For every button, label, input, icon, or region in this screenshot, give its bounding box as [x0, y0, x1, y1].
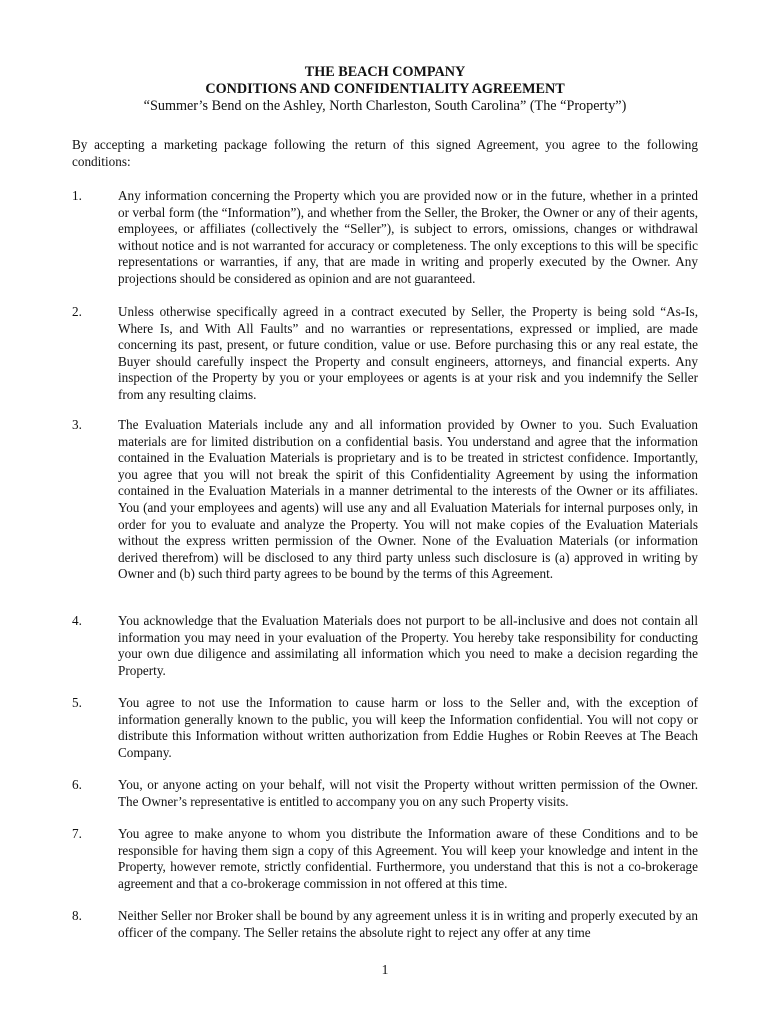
condition-number: 5. [72, 695, 82, 710]
condition-number: 3. [72, 417, 82, 432]
property-subtitle: “Summer’s Bend on the Ashley, North Charleston, South Carolina” (The “Property”) [143, 98, 627, 114]
condition-text: You acknowledge that the Evaluation Materials does not purport to be all-inclusive and does not contain all information you may need in your evaluation of the Property. You hereby take responsibility for conducting your own due diligence and assimilating all information which you need to make a decision regarding the Property. [118, 613, 698, 678]
condition-number: 6. [72, 777, 82, 792]
condition-text: You, or anyone acting on your behalf, will not visit the Property without written permission of the Owner. The Owner’s representative is entitled to accompany you on any such Property visits. [118, 777, 698, 809]
company-name: THE BEACH COMPANY [304, 64, 466, 80]
page-number: 1 [381, 962, 389, 977]
document-header [0, 64, 770, 115]
condition-text: Neither Seller nor Broker shall be bound by any agreement unless it is in writing and properly executed by an officer of the company. The Seller retains the absolute right to reject any offer at any time [118, 908, 698, 940]
condition-number: 4. [72, 613, 82, 628]
agreement-title: CONDITIONS AND CONFIDENTIALITY AGREEMENT [205, 81, 565, 97]
condition-number: 1. [72, 188, 82, 203]
condition-text: Unless otherwise specifically agreed in a contract executed by Seller, the Property is being sold “As-Is, Where Is, and With All Faults” and no warranties or representations, expressed or implied, are made concerning its past, present, or future condition, value or use. Before purchasing this or any real estate, the Buyer should carefully inspect the Property and consult engineers, attorneys, and financial experts. Any inspection of the Property by you or your employees or agents is at your risk and you indemnify the Seller from any resulting claims. [118, 304, 698, 402]
condition-text: The Evaluation Materials include any and all information provided by Owner to you. Such Evaluation materials are for limited distribution on a confidential basis. You understand and agree that the information contained in the Evaluation Materials is proprietary and is to be treated in strictest confidence. Importantly, you agree that you will not break the spirit of this Confidentiality Agreement by using the information contained in the Evaluation Materials in a manner detrimental to the interests of the Owner or its affiliates. You (and your employees and agents) will use any and all Evaluation Materials for internal purposes only, in order for you to evaluate and analyze the Property. You will not make copies of the Evaluation Materials without the express written permission of the Owner. None of the Evaluation Materials (or information derived therefrom) will be disclosed to any third party unless such disclosure is (a) approved in writing by Owner and (b) such third party agrees to be bound by the terms of this Agreement. [118, 417, 698, 582]
condition-text: You agree to make anyone to whom you distribute the Information aware of these Conditions and to be responsible for having them sign a copy of this Agreement. You will keep your knowledge and intent in the Property, however remote, strictly confidential. Furthermore, you understand that this is not a co-brokerage agreement and that a co-brokerage commission in not offered at this time. [118, 826, 698, 891]
condition-text: Any information concerning the Property which you are provided now or in the future, whether in a printed or verbal form (the “Information”), and whether from the Seller, the Broker, the Owner or any of their agents, employees, or affiliates (collectively the “Seller”), is subject to errors, omissions, changes or withdrawal without notice and is not warranted for accuracy or completeness. The only exceptions to this will be specific representations or warranties, if any, that are made in writing and properly executed by the Owner. Any projections should be considered as opinion and are not guaranteed. [118, 188, 698, 286]
condition-number: 8. [72, 908, 82, 923]
intro-paragraph: By accepting a marketing package following the return of this signed Agreement, you agree to the following conditions: [72, 137, 698, 169]
condition-text: You agree to not use the Information to cause harm or loss to the Seller and, with the exception of information generally known to the public, you will keep the Information confidential. You will not copy or distribute this Information without written authorization from Eddie Hughes or Robin Reeves at The Beach Company. [118, 695, 698, 760]
condition-number: 7. [72, 826, 82, 841]
condition-number: 2. [72, 304, 82, 319]
